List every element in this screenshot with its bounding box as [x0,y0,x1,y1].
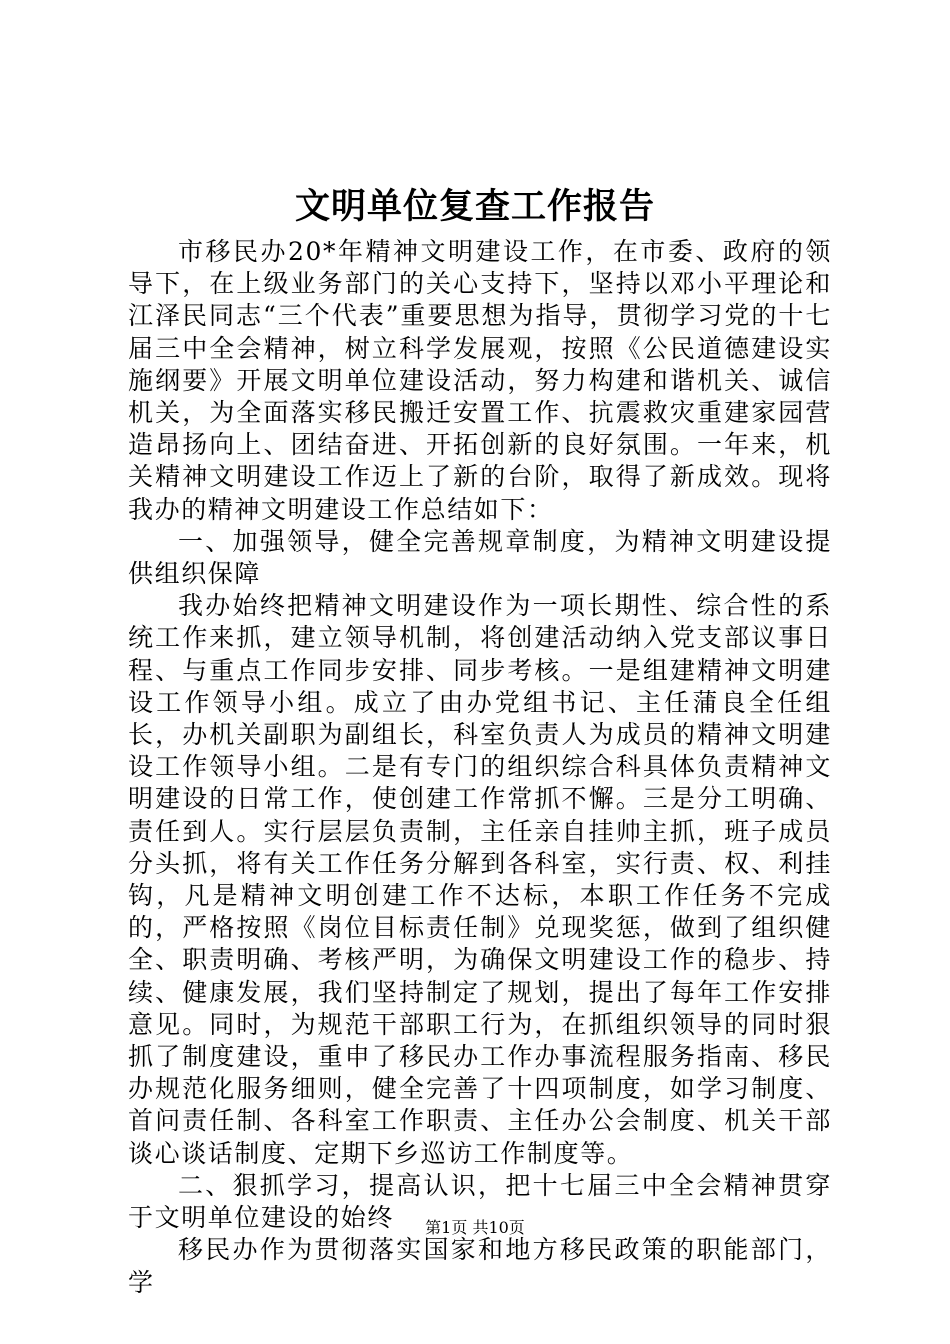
page-footer: 第1页 共10页 [425,1218,525,1237]
paragraph-section-2: 移民办作为贯彻落实国家和地方移民政策的职能部门，学 [128,1235,832,1297]
section-heading-2: 二、狠抓学习，提高认识，把十七届三中全会精神贯穿于文明单位建设的始终 [128,1170,832,1233]
section-heading-1: 一、加强领导，健全完善规章制度，为精神文明建设提供组织保障 [128,526,832,589]
document-body [128,236,832,1299]
document-title: 文明单位复查工作报告 [294,186,655,227]
paragraph-intro: 市移民办20*年精神文明建设工作，在市委、政府的领导下，在上级业务部门的关心支持下，坚持以邓小平理论和江泽民同志“三个代表”重要思想为指导，贯彻学习党的十七届三中全会精神，树立科学发展观，按照《公民道德建设实施纲要》开展文明单位建设活动，努力构建和谐机关、诚信机关，为全面落实移民搬迁安置工作、抗震救灾重建家园营造昂扬向上、团结奋进、开拓创新的良好氛围。一年来，机关精神文明建设工作迈上了新的台阶，取得了新成效。现将我办的精神文明建设工作总结如下： [128,237,832,524]
paragraph-section-1: 我办始终把精神文明建设作为一项长期性、综合性的系统工作来抓，建立领导机制，将创建活动纳入党支部议事日程、与重点工作同步安排、同步考核。一是组建精神文明建设工作领导小组。成立了由办党组书记、主任蒲良全任组长，办机关副职为副组长，科室负责人为成员的精神文明建设工作领导小组。二是有专门的组织综合科具体负责精神文明建设的日常工作，使创建工作常抓不懈。三是分工明确、责任到人。实行层层负责制，主任亲自挂帅主抓，班子成员分头抓，将有关工作任务分解到各科室，实行责、权、利挂钩，凡是精神文明创建工作不达标，本职工作任务不完成的，严格按照《岗位目标责任制》兑现奖惩，做到了组织健全、职责明确、考核严明，为确保文明建设工作的稳步、持续、健康发展，我们坚持制定了规划，提出了每年工作安排意见。同时，为规范干部职工行为，在抓组织领导的同时狠抓了制度建设，重申了移民办工作办事流程服务指南、移民办规范化服务细则，健全完善了十四项制度，如学习制度、首问责任制、各科室工作职责、主任办公会制度、机关干部谈心谈话制度、定期下乡巡访工作制度等。 [128,591,832,1168]
